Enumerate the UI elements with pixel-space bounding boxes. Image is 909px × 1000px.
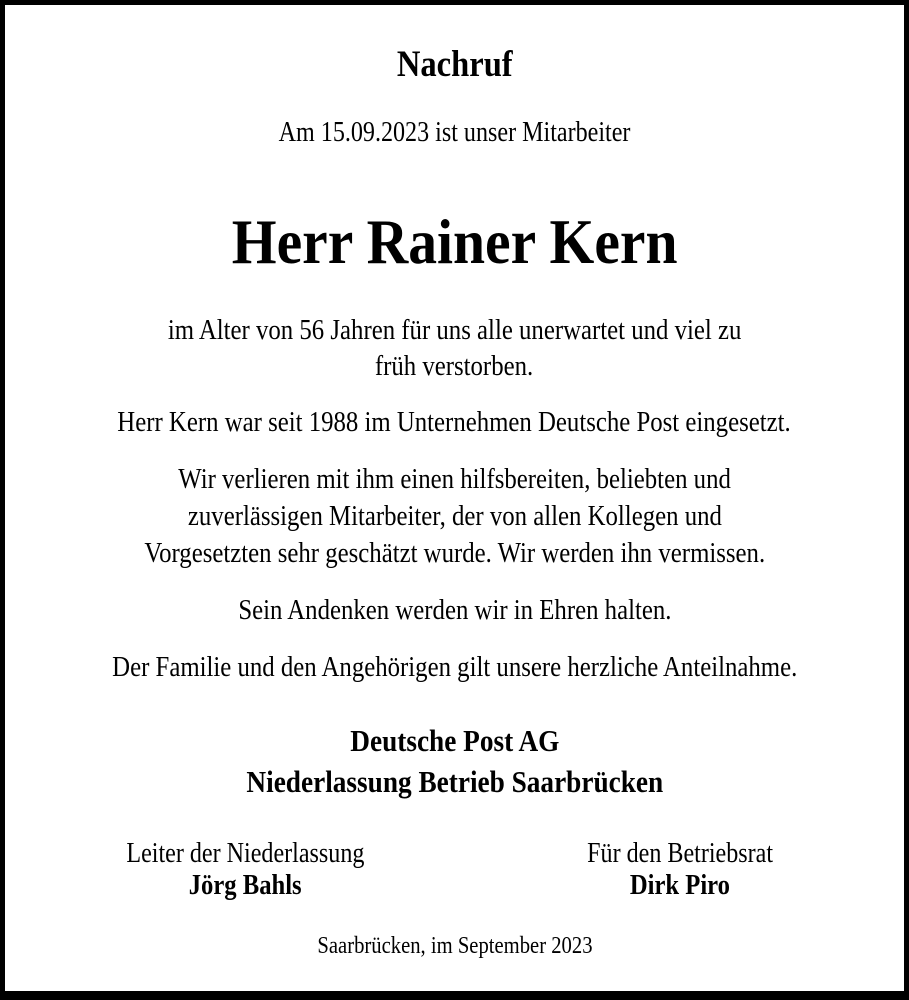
- paragraph-age-line-2: früh verstorben.: [375, 351, 534, 382]
- signature-left: [35, 838, 455, 902]
- paragraph-remembrance: Sein Andenken werden wir in Ehren halten.: [237, 595, 672, 626]
- paragraph-employment: Herr Kern war seit 1988 im Unternehmen Deutsche Post eingesetzt.: [117, 407, 792, 438]
- paragraph-condolence: Der Familie und den Angehörigen gilt unsere herzliche Anteilnahme.: [111, 652, 798, 683]
- paragraph-age-line-1: im Alter von 56 Jahren für uns alle unerwartet und viel zu: [167, 315, 742, 346]
- obituary-notice: [5, 5, 904, 991]
- signature-person: Jörg Bahls: [188, 870, 302, 901]
- deceased-name: Herr Rainer Kern: [231, 206, 678, 277]
- paragraph-tribute-line-3: Vorgesetzten sehr geschätzt wurde. Wir werden ihn vermissen.: [144, 538, 765, 569]
- signature-role: Für den Betriebsrat: [587, 838, 773, 869]
- paragraph-tribute-line-2: zuverlässigen Mitarbeiter, der von allen Kollegen und: [187, 501, 722, 532]
- signature-person: Dirk Piro: [629, 870, 731, 901]
- place-and-date: Saarbrücken, im September 2023: [316, 933, 593, 959]
- organization-name: Deutsche Post AG: [349, 723, 560, 758]
- signature-right: [470, 838, 890, 902]
- organization-unit: Niederlassung Betrieb Saarbrücken: [246, 764, 663, 799]
- signature-role: Leiter der Niederlassung: [125, 838, 365, 869]
- paragraph-tribute-line-1: Wir verlieren mit ihm einen hilfsbereiten, beliebten und: [178, 464, 731, 495]
- notice-title: Nachruf: [396, 44, 513, 85]
- intro-line: Am 15.09.2023 ist unser Mitarbeiter: [278, 117, 631, 148]
